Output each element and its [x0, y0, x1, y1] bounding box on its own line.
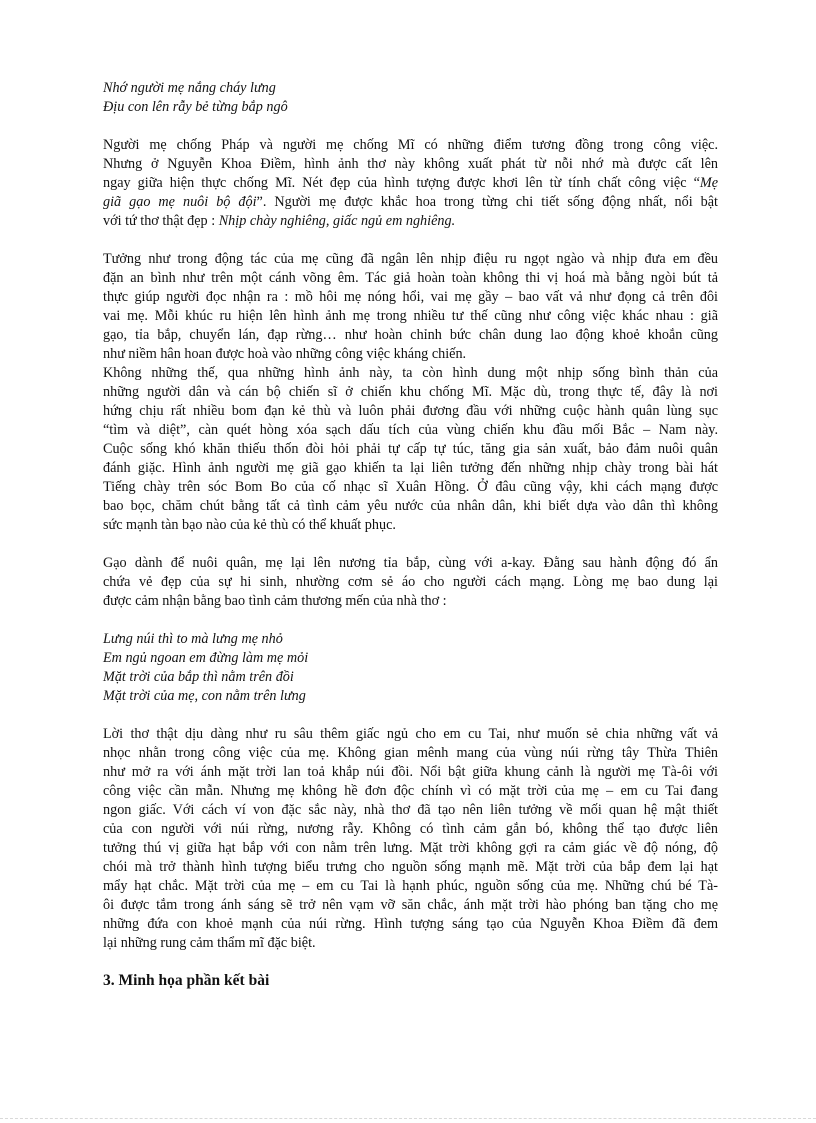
text-line: [103, 364, 718, 383]
text-line: [103, 459, 718, 478]
text-line: [103, 421, 718, 440]
paragraph-4: [103, 725, 718, 953]
text-line: [103, 744, 718, 763]
text-run: được cảm nhận bằng bao tình cảm thương mến của nhà thơ :: [103, 593, 447, 609]
text-run: công việc cần mẫn. Nhưng mẹ không hề đơn độc chính vì có mặt trời của mẹ – em cu Tai đang: [103, 783, 718, 799]
text-line: [103, 915, 718, 934]
text-run: như niềm hân hoan được hoà vào những công việc kháng chiến.: [103, 346, 467, 362]
page-bottom-rule: [0, 1118, 816, 1119]
text-line: [103, 345, 718, 364]
paragraph-gap: [103, 535, 718, 554]
text-run: đánh giặc. Hình ảnh người mẹ giã gạo khiến ta lại liên tưởng đến những nhịp chày trong bài hát: [103, 460, 718, 476]
text-run: tưởng thú vị giữa hạt bắp với con nằm trên lưng. Mặt trời không gợi ra cảm giác về độ nóng, độ: [103, 840, 718, 856]
text-run: Gạo dành để nuôi quân, mẹ lại lên nương tỉa bắp, cùng với a-kay. Đằng sau hành động đó ẩn: [103, 555, 718, 571]
text-line: [103, 725, 718, 744]
text-line: [103, 554, 718, 573]
text-run: ngon giấc. Với cách ví von đặc sắc này, nhà thơ đã tạo nên liên tưởng về mối quan hệ mật thiết: [103, 802, 718, 818]
text-line: [103, 839, 718, 858]
text-line: [103, 307, 718, 326]
text-run: Nhưng ở Nguyễn Khoa Điềm, hình ảnh thơ này không xuất phát từ nỗi nhớ mà được cất lên: [103, 156, 718, 172]
text-run: như mở ra với ánh mặt trời lan toả khắp núi đồi. Nổi bật giữa khung cảnh là người mẹ Tà-ôi với: [103, 764, 718, 780]
text-line: [103, 326, 718, 345]
document-page: [103, 79, 718, 991]
text-run: thực giúp người đọc nhận ra : mồ hôi mẹ nóng hổi, vai mẹ gầy – bao vất vả như đọng cả trên đôi: [103, 289, 718, 305]
paragraph-3: [103, 554, 718, 611]
text-run: bao bọc, chăm chút bằng tất cả tình cảm yêu nước của nhân dân, khi biết dựa vào dân thì không: [103, 498, 718, 514]
text-run: hứng chịu rất nhiều bom đạn kẻ thù và luôn phải đương đầu với những cuộc hành quân lùng sục: [103, 403, 718, 419]
italic-quote: giã gạo mẹ nuôi bộ đội: [103, 194, 257, 210]
text-line: [103, 934, 718, 953]
text-line: [103, 402, 718, 421]
text-line: [103, 877, 718, 896]
text-line: [103, 592, 718, 611]
text-run: Cuộc sống khó khăn thiếu thốn đòi hỏi phải tự cấp tự túc, tăng gia sản xuất, bảo đảm nuôi quân: [103, 441, 718, 457]
text-run: Lời thơ thật dịu dàng như ru sâu thêm giấc ngủ cho em cu Tai, như muốn sẻ chia những vất vả: [103, 726, 718, 742]
text-run: “tìm và diệt”, càn quét hòng xóa sạch dấu tích của vùng chiến khu đầu mối Bắc – Nam này.: [103, 422, 718, 438]
text-line: [103, 383, 718, 402]
text-run: những người dân và cán bộ chiến sĩ ở chiến khu chống Mĩ. Mặc dù, trong thực tế, đây là nơi: [103, 384, 718, 400]
text-run: Tưởng như trong động tác của mẹ cũng đã ngân lên nhịp điệu ru ngọt ngào và nhịp đưa em đều: [103, 251, 718, 267]
text-line: [103, 896, 718, 915]
paragraph-gap: [103, 117, 718, 136]
text-run: vai mẹ. Mỗi khúc ru hiện lên hình ảnh mẹ trong nhiều tư thế cũng như công việc khác nhau : giã: [103, 308, 718, 324]
text-run: sức mạnh tàn bạo nào của kẻ thù có thể khuất phục.: [103, 517, 396, 533]
text-run: mẩy hạt chắc. Mặt trời của mẹ – em cu Tai là hạnh phúc, nguồn sống của mẹ. Những chú bé Tà-: [103, 878, 718, 894]
text-line: [103, 288, 718, 307]
italic-quote: Mẹ: [699, 175, 718, 191]
italic-quote: Nhịp chày nghiêng, giấc ngủ em nghiêng.: [218, 213, 456, 229]
poem-line: Lưng núi thì to mà lưng mẹ nhỏ: [103, 631, 283, 647]
text-run: những đứa con khoẻ mạnh của núi rừng. Hình tượng sáng tạo của Nguyễn Khoa Điềm đã đem: [103, 916, 718, 932]
text-run: nhọc nhằn trong công việc của mẹ. Không gian mênh mang của vùng núi rừng tây Thừa Thiên: [103, 745, 718, 761]
text-line: [103, 478, 718, 497]
text-run: Người mẹ chống Pháp và người mẹ chống Mĩ có những điểm tương đồng trong công việc.: [103, 137, 718, 153]
text-line: [103, 497, 718, 516]
text-run: gạo, tỉa bắp, chuyển lán, đạp rừng… như hoàn chỉnh bức chân dung lao động khoẻ khoắn cũng: [103, 327, 718, 343]
text-run: Không những thế, qua những hình ảnh này, ta còn hình dung một nhịp sống bình thản của: [103, 365, 718, 381]
poem-stanza-1: [103, 79, 718, 117]
text-line: [103, 212, 718, 231]
paragraph-gap: [103, 611, 718, 630]
text-line: [103, 516, 718, 535]
text-line: [103, 573, 718, 592]
text-run: ”. Người mẹ được khắc hoa trong từng chi tiết sống động nhất, nổi bật: [256, 194, 718, 210]
paragraph-1: [103, 136, 718, 231]
text-line: [103, 858, 718, 877]
text-run: đặn an bình như trên một cánh võng êm. Tác giả hoàn toàn không thi vị hoá mà bằng ngòi bút tả: [103, 270, 718, 286]
text-line: [103, 250, 718, 269]
text-line: [103, 136, 718, 155]
poem-stanza-2: [103, 630, 718, 706]
text-run: của con người với núi rừng, nương rẫy. Không có tình cảm gắn bó, không thể tạo được liên: [103, 821, 718, 837]
poem-line: Mặt trời của mẹ, con nằm trên lưng: [103, 688, 306, 704]
text-run: chói mà trở thành hình tượng biểu trưng cho nguồn sống mạnh mẽ. Mặt trời của bắp đem lại hạt: [103, 859, 718, 875]
text-line: [103, 269, 718, 288]
text-line: [103, 193, 718, 212]
text-line: [103, 782, 718, 801]
text-run: Tiếng chày trên sóc Bom Bo của cố nhạc sĩ Xuân Hồng. Ở đâu cũng vậy, khi cách mạng được: [103, 479, 718, 495]
paragraph-gap: [103, 231, 718, 250]
poem-line: Mặt trời của bắp thì nằm trên đồi: [103, 669, 294, 685]
paragraph-2: [103, 250, 718, 535]
poem-line: Địu con lên rẫy bẻ từng bắp ngô: [103, 99, 288, 115]
poem-line: Nhớ người mẹ nắng cháy lưng: [103, 80, 276, 96]
text-line: [103, 801, 718, 820]
text-run: lại những rung cảm thẩm mĩ đặc biệt.: [103, 935, 316, 951]
text-run: với tứ thơ thật đẹp :: [103, 213, 219, 229]
text-run: chứa vẻ đẹp của sự hi sinh, nhường cơm sẻ áo cho người cách mạng. Lòng mẹ bao dung lại: [103, 574, 718, 590]
section-heading: 3. Minh họa phần kết bài: [103, 972, 270, 989]
paragraph-gap: [103, 706, 718, 725]
text-run: ngay giữa hiện thực chống Mĩ. Nét đẹp của hình tượng được khơi lên từ tính chất công việc “: [103, 175, 700, 191]
text-line: [103, 174, 718, 193]
poem-line: Em ngủ ngoan em đừng làm mẹ mỏi: [103, 650, 309, 666]
text-line: [103, 763, 718, 782]
text-line: [103, 820, 718, 839]
text-line: [103, 440, 718, 459]
text-run: ôi được tắm trong ánh sáng sẽ trở nên vạm vỡ săn chắc, ánh mặt trời hào phóng ban tặng cho mẹ: [103, 897, 718, 913]
text-line: [103, 155, 718, 174]
